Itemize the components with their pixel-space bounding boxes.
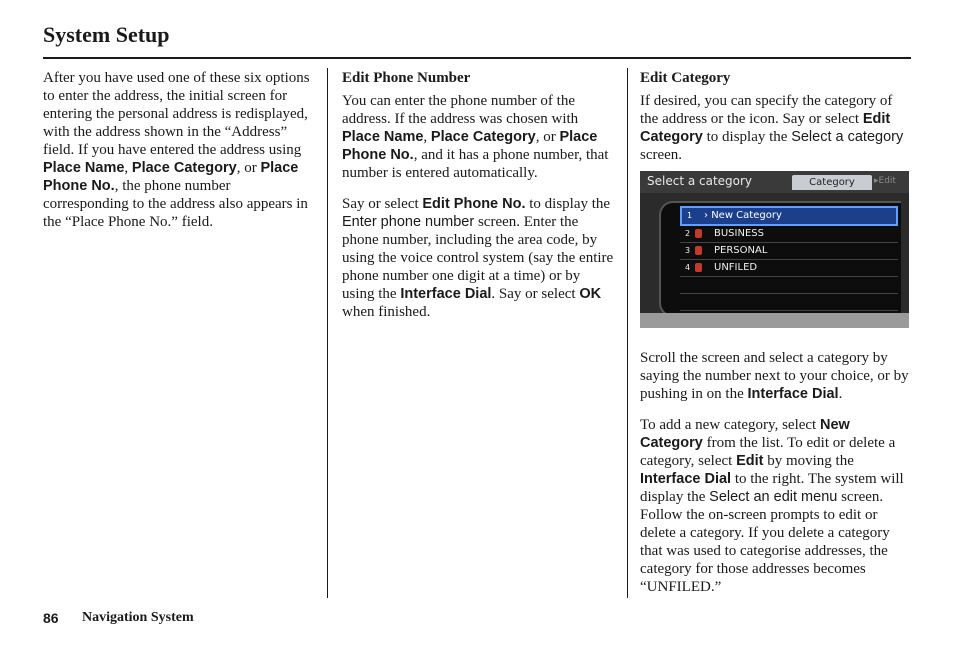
footer-label: Navigation System — [82, 610, 194, 625]
category-list — [680, 206, 898, 311]
screen-tab-edit: ▸Edit — [874, 176, 896, 186]
category-item-empty — [680, 294, 898, 311]
category-label: UNFILED — [714, 262, 758, 273]
column-divider-1 — [327, 68, 328, 598]
category-item-unfiled: 4 UNFILED — [680, 260, 898, 277]
column-3 — [640, 69, 912, 609]
category-label: › New Category — [704, 210, 782, 221]
edit-phone-paragraph-2: Say or select Edit Phone No. to display the Enter phone number screen. Enter the phone number, including the area code, by using the voice control system (say the entire phone number one digit at a time) or by using the Interface Dial. Say or select OK when finished. — [342, 196, 614, 320]
category-item-business: 2 BUSINESS — [680, 226, 898, 243]
column-2 — [342, 69, 614, 334]
screen-tab-category: Category — [792, 175, 872, 190]
category-pin-icon — [695, 229, 702, 238]
edit-category-heading: Edit Category — [640, 70, 731, 86]
category-item-empty — [680, 277, 898, 294]
screen-title: Select a category — [647, 174, 753, 188]
edit-category-paragraph-3: To add a new category, select New Category from the list. To edit or delete a category, select Edit by moving the Interface Dial to the right. The system will display the Select an edit menu screen. Follow the on-screen prompts to edit or delete a category. If you delete a category that was used to categorise addresses, the category for those addresses becomes “UNFILED.” — [640, 417, 904, 595]
category-label: PERSONAL — [714, 245, 768, 256]
page-title: System Setup — [43, 22, 170, 47]
column-divider-2 — [627, 68, 628, 598]
column-1 — [43, 69, 313, 244]
category-pin-icon — [695, 246, 702, 255]
title-rule — [43, 57, 911, 59]
page-number: 86 — [43, 610, 59, 626]
edit-category-paragraph-2: Scroll the screen and select a category by saying the number next to your choice, or by pushing in on the Interface Dial. — [640, 350, 909, 402]
intro-paragraph: After you have used one of these six options to enter the address, the initial screen for entering the personal address is redisplayed, with the address shown in the “Address” field. If you have entered the address using Place Name, Place Category, or Place Phone No., the phone number corresponding to the address also appears in the “Place Phone No.” field. — [43, 70, 310, 230]
edit-phone-heading: Edit Phone Number — [342, 70, 471, 86]
select-category-screen — [640, 171, 909, 328]
edit-category-paragraph-1: If desired, you can specify the category of the address or the icon. Say or select Edit Category to display the Select a category screen. — [640, 93, 904, 163]
screen-header — [640, 171, 909, 193]
screen-footer-bar — [640, 313, 909, 328]
category-item-new: 1 › New Category — [680, 206, 898, 226]
edit-phone-paragraph-1: You can enter the phone number of the address. If the address was chosen with Place Name, Place Category, or Place Phone No., and it has a phone number, that number is entered automatically. — [342, 93, 609, 181]
category-label: BUSINESS — [714, 228, 764, 239]
category-pin-icon — [695, 263, 702, 272]
category-item-personal: 3 PERSONAL — [680, 243, 898, 260]
